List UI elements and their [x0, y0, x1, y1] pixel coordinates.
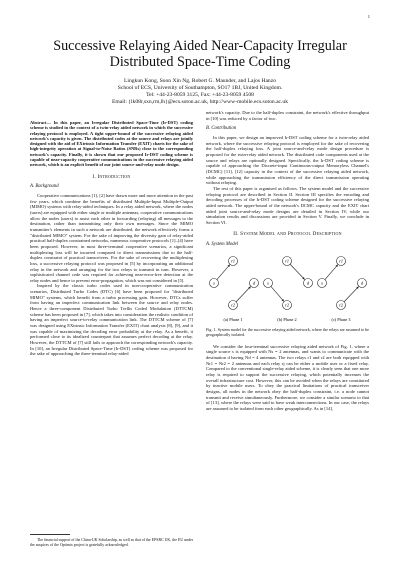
node-label: r1: [230, 258, 236, 264]
paragraph: Cooperative communications [1], [2] have drawn more and more attention in the past few years, which combine the benefits of distributed Multiple-Input Multiple-Output (MIMO) systems with relay-aided techniques. In a relay aided network, where the nodes (users) are equipped with either single or multiple antennas, cooperative communications allow the nodes (users) to assist each other in forwarding (relaying) all messages to the destination, rather than transmitting only their own messages. Since the MIMO transmitter's elements in such a network are distributed, the network effectively forms a "distributed MIMO" system. For the sake of improving the diversity gain of relay-aided practical half-duplex constrained networks, numerous cooperative protocols [1]–[4] have been proposed. However, in most three-terminal cooperative scenarios, a significant multiplexing loss will be incurred compared to direct transmissions due to the half-duplex constraint of practical transceivers. For the sake of recovering the multiplexing loss, a successive relaying protocol was proposed in [5] by incorporating an additional relay in the network and arranging for the two relays to transmit in turn. However, a sophisticated channel code was required for achieving near-error-free detection at the relay nodes and hence to prevent error-propagation, which was not considered in [5].: [30, 192, 193, 283]
node-label: r2: [230, 302, 236, 308]
link-arrow: [236, 286, 250, 301]
node-label: s: [213, 280, 215, 286]
paragraph: We consider the four-terminal successive relaying aided network of Fig. 1, where a single source s is equipped with Ns = 2 antennas, and wants to communicate with the destination d having Nd = 4 antennas. The two relays r1 and r2 are both equipped with Nr1 = Nr2 = 2 antennas and each relay rj can be either a mobile user or a fixed relay. Compared to the conventional single-relay aided scheme, it is clearly seen that one more relay is required to support the successive relaying, which potentially increases the overall infrastructure cost. However, this can be avoided when the relays are constituted by inactive mobile users. To obey the practical limitations of practical transceiver designs, all nodes in the network obey the half-duplex constraint, i.e. a node cannot transmit and receive simultaneously. Furthermore, we consider a similar scenario to that of [13], where the relays were said to have weak interconnections. In our case, the relays are assumed to be isolated from each other geographically. As in [14],: [206, 343, 369, 411]
phase-label: (c) Phase 3: [331, 316, 351, 322]
subsection-heading-system-model: A. System Model: [206, 242, 239, 248]
paragraph: Inspired by the classic turbo codes used in non-cooperative communication scenarios, Distributed Turbo Codes (DTC) [6] have been proposed for "distributed MIMO" systems, which benefit from a turbo processing gain. However, DTCs suffer from having an imperfect communication link between the source and relay nodes. Hence a three-component Distributed Turbo Trellis Coded Modulation (DTTCM) scheme has been proposed in [7], which takes into consideration the realistic condition of having an imperfect source-to-relay communication link. The DTTCM scheme of [7] was designed using EXtrinsic Information Transfer (EXIT) chart analysis [8], [9], and it was capable of maximizing the decoding error probability at the relay. As a benefit, it performed close to its idealized counterpart that assumes perfect decoding at the relay. However, the DTTCM of [7] still fails to approach the corresponding network's capacity. In [10], an Irregular Distributed Space-Time (Ir-DST) coding scheme was proposed for the sake of approaching the three-terminal relay-aided: [30, 283, 193, 357]
paper-title: Successive Relaying Aided Near-Capacity Irregular Distributed Space-Time Coding: [53, 38, 347, 70]
section-heading-system-model: II. System Model and Protocol Description: [233, 231, 342, 238]
paragraph: In this paper, we design an improved Ir-DST coding scheme for a twin-relay aided network, where the successive relaying protocol is employed for the sake of recovering the half-duplex relaying loss. A joint source-and-relay mode design procedure is proposed for the twin-relay aided network. The distributed code components used at the source and relays are optimally designed. Specifically, the Ir-DST coding scheme is capable of approaching the Discrete-input Continuous-output Memoryless Channel's (DCMC) [11], [12] capacity in the context of the successive relaying aided network, while approaching the transmission efficiency of the direct transmission operating without relaying.: [206, 134, 369, 186]
author-email: Email: {lk08r,sxn,rm,lh}@ecs.soton.ac.uk, http://www-mobile.ecs.soton.ac.uk: [111, 99, 289, 105]
phase-label: (a) Phase 1: [223, 316, 243, 322]
subsection-heading-contribution: B. Contribution: [206, 126, 237, 132]
node-label: d: [252, 280, 256, 286]
link-arrow: [271, 286, 284, 301]
right-column: [206, 110, 369, 411]
node-label: s: [267, 280, 269, 286]
author-contact: Tel: +44-23-8059 3125, Fax: +44-23-8059 4508: [146, 92, 254, 98]
abstract: Abstract— In this paper, an Irregular Distributed Space-Time (Ir-DST) coding scheme is studied in the context of a twin-relay aided network in which the successive relaying protocol is employed. A tight upper-bound of the successive relaying aided network's capacity is given. The distributed codes at the source and relays are jointly designed with the aid of EXtrinsic Information Transfer (EXIT) charts for the sake of high-integrity operation at Signal-to-Noise Ratios (SNRs) close to the corresponding network's capacity. Finally, it is shown that our proposed Ir-DST coding scheme is capable of near-capacity cooperative communications in the successive relaying aided network, which is an explicit benefit of our joint source-and-relay mode design.: [30, 120, 193, 168]
link-arrow: [217, 265, 230, 280]
paragraph: The rest of this paper is organised as follows. The system model and the successive relaying protocol are described in Section II. Section III specifies the encoding and decoding processes of the Ir-DST coding scheme designed for the successive relaying aided network. The upper-bound of the network's DCMC capacity and the EXIT chart aided joint source-and-relay mode designs are detailed in Section IV, while our simulation results and discussions are provided in Section V. Finally, we conclude in Section VI.: [206, 185, 369, 225]
figure-1: [206, 251, 369, 325]
relay-network-diagram: [206, 251, 369, 325]
subsection-heading-background: A. Background: [30, 184, 59, 190]
author-affiliation: School of ECS, University of Southampton, SO17 1BJ, United Kingdom.: [117, 85, 283, 91]
author-names: Lingkun Kong, Soon Xin Ng, Robert G. Maunder, and Lajos Hanzo: [123, 78, 277, 84]
node-label: r1: [284, 258, 290, 264]
page-number: 1: [367, 14, 370, 19]
left-column: [30, 120, 193, 357]
node-label: r2: [284, 302, 290, 308]
node-label: d: [306, 280, 310, 286]
figure-caption: Fig. 1. System model for the successive relaying aided network, where the relays are assumed to be geographically isolated.: [206, 326, 369, 337]
node-label: d: [360, 280, 364, 286]
node-label: s: [321, 280, 323, 286]
node-label: r2: [338, 302, 344, 308]
author-block: [30, 78, 370, 106]
link-arrow: [290, 264, 304, 279]
link-arrow: [344, 286, 358, 301]
footnote-rule: [30, 534, 70, 535]
paragraph: network's capacity. Due to the half-duplex constraint, the network's effective throughput in [10] was reduced by a factor of two.: [206, 110, 369, 121]
phase-label: (b) Phase 2: [277, 316, 297, 322]
footnote: The financial support of the China-UK Scholarship, as well as that of the EPSRC UK, the EU under the auspices of the Optimix project is gratefully acknowledged.: [30, 538, 193, 547]
node-label: r1: [338, 258, 344, 264]
section-heading-introduction: I. Introduction: [92, 173, 131, 180]
link-arrow: [325, 265, 338, 280]
